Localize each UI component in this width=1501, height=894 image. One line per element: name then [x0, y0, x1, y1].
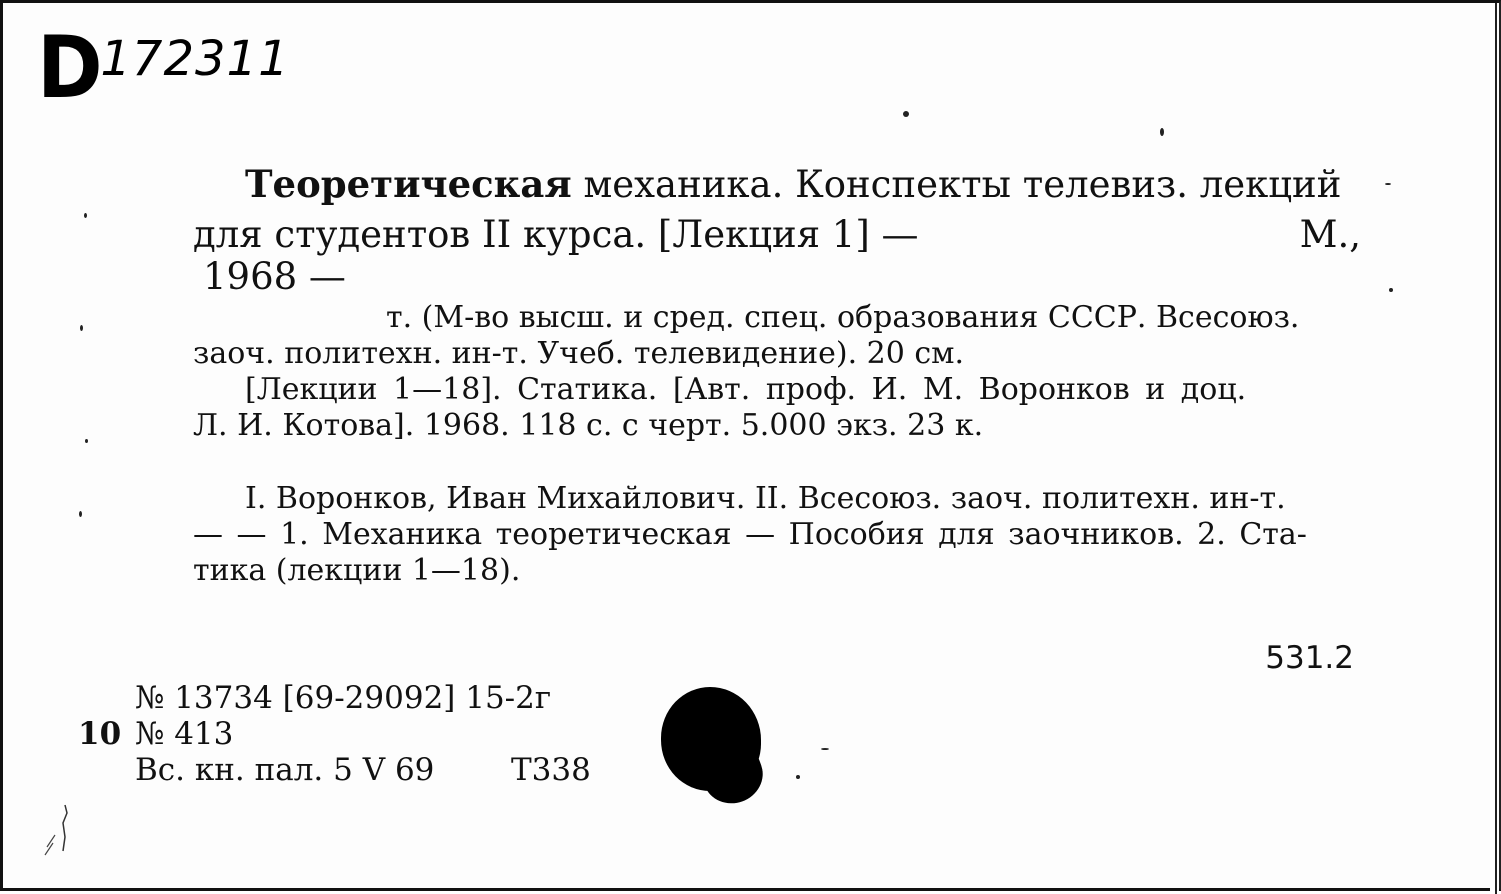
footer-prefix: 10 — [78, 716, 122, 752]
note-line-2: Л. И. Котова]. 1968. 118 с. с черт. 5.000 экз. 23 к. — [193, 408, 984, 443]
scan-speck — [1389, 288, 1393, 292]
footer-line-3-right: Т338 — [511, 752, 591, 788]
tracings-line-1: I. Воронков, Иван Михайлович. II. Всесоюз. заоч. политехн. ин-т. — [245, 481, 1286, 516]
place-of-publication: М., — [1299, 213, 1361, 256]
title-line-2: для студентов II курса. [Лекция 1] — — [193, 213, 919, 256]
publication-year: 1968 — — [203, 255, 346, 298]
title-rest: механика. Конспекты телевиз. лекций — [571, 163, 1342, 206]
footer-line-3-left: Вс. кн. пал. 5 V 69 — [135, 752, 435, 788]
title-line — [245, 162, 1342, 206]
tracings-line-2: — — 1. Механика теоретическая — Пособия для заочников. 2. Ста- — [193, 517, 1307, 552]
scan-speck — [1385, 183, 1391, 185]
scan-speck — [796, 775, 800, 779]
tracings-line-3: тика (лекции 1—18). — [193, 553, 521, 588]
classification-number: 531.2 — [1265, 640, 1354, 676]
card-edge — [1490, 3, 1499, 894]
accession-letter: D — [37, 18, 101, 118]
scan-speck — [79, 511, 82, 517]
accession-digits: 172311 — [100, 31, 290, 87]
scan-speck — [903, 111, 909, 117]
footer-line-1: № 13734 [69-29092] 15-2г — [135, 680, 552, 716]
series-line-2: заоч. политехн. ин-т. Учеб. телевидение). 20 см. — [193, 336, 965, 371]
scan-speck — [821, 748, 829, 750]
scan-speck — [80, 325, 83, 331]
scan-speck — [1160, 128, 1164, 136]
scan-speck — [85, 439, 88, 443]
footer-line-2: № 413 — [135, 716, 234, 752]
series-line-1: т. (М-во высш. и сред. спец. образования СССР. Всесоюз. — [386, 300, 1300, 335]
margin-scribble — [41, 803, 81, 863]
scan-speck — [84, 213, 87, 218]
note-line-1: [Лекции 1—18]. Статика. [Авт. проф. И. М. Воронков и доц. — [245, 372, 1247, 407]
title-bold: Теоретическая — [245, 162, 572, 206]
handwritten-accession-number — [37, 18, 290, 118]
